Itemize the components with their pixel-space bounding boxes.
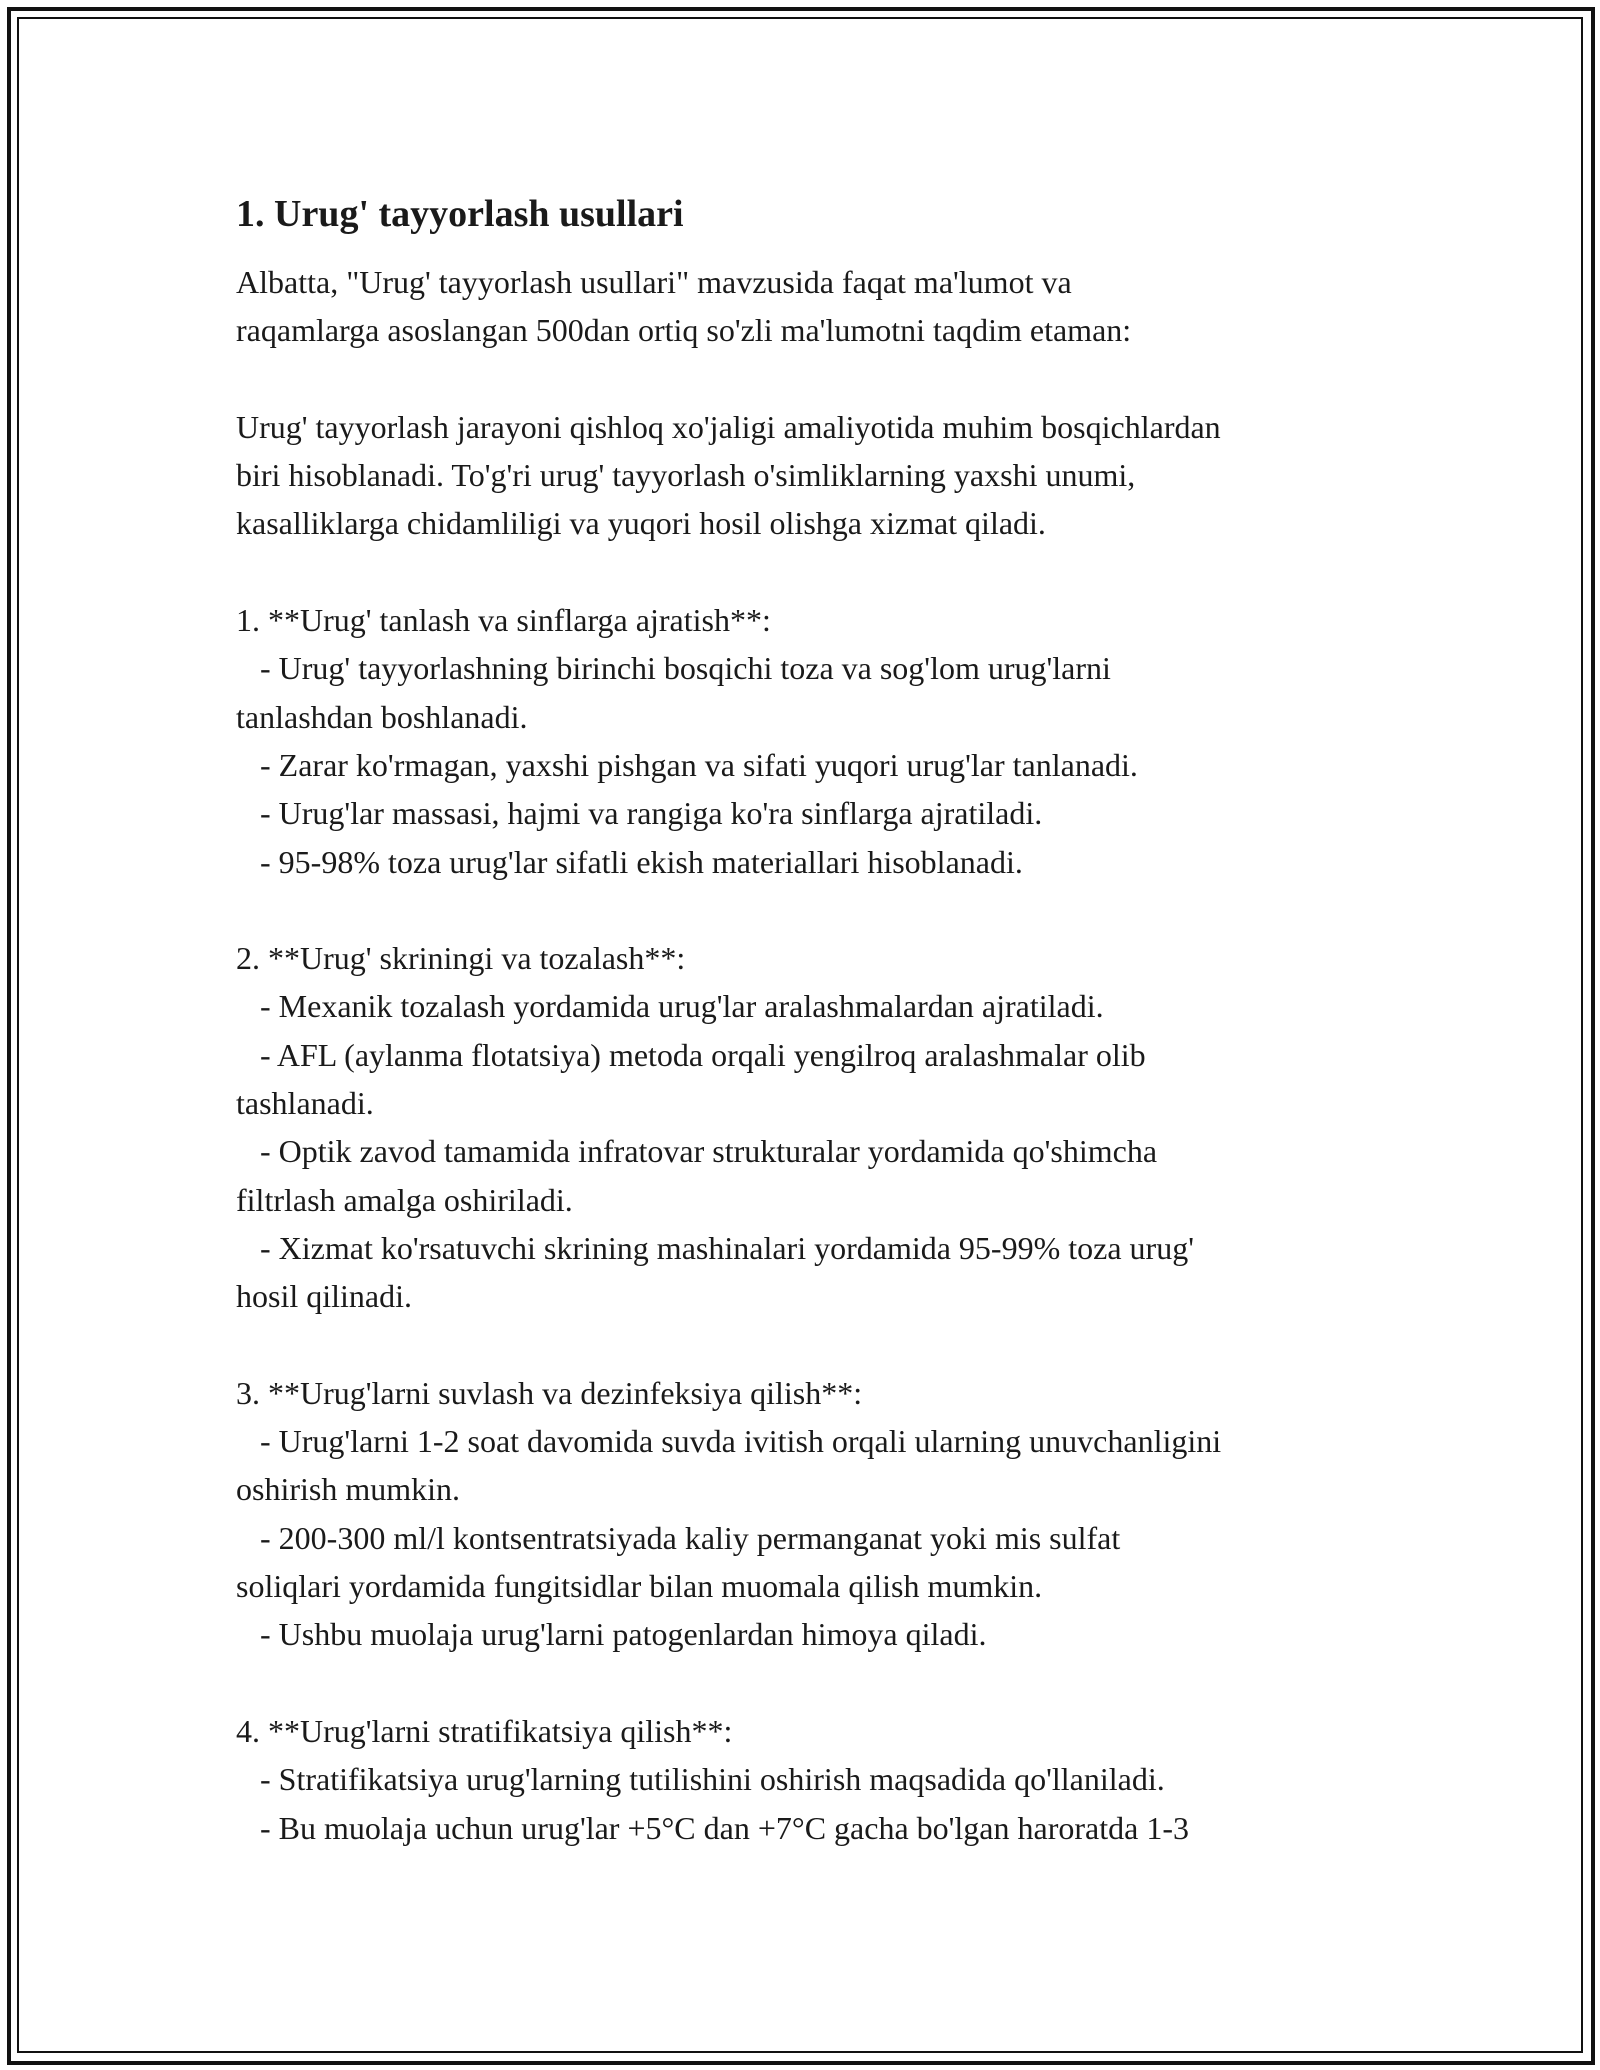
document-text [236,258,1386,1852]
text-line: 1. **Urug' tanlash va sinflarga ajratish**: [236,602,771,639]
text-line: oshirish mumkin. [236,1471,461,1508]
text-line: raqamlarga asoslangan 500dan ortiq so'zli ma'lumotni taqdim etaman: [236,312,1132,349]
text-line: hosil qilinadi. [236,1278,412,1315]
text-line: - Bu muolaja uchun urug'lar +5°C dan +7°C gacha bo'lgan haroratda 1-3 [236,1809,1189,1846]
blank-line [236,1659,1386,1707]
blank-line [236,548,1386,596]
text-line: kasalliklarga chidamliligi va yuqori hosil olishga xizmat qiladi. [236,505,1046,542]
text-line: tanlashdan boshlanadi. [236,698,528,735]
text-line: - Ushbu muolaja urug'larni patogenlardan himoya qiladi. [236,1616,987,1653]
text-line: 2. **Urug' skriningi va tozalash**: [236,940,686,977]
blank-line [236,355,1386,403]
text-line: - Xizmat ko'rsatuvchi skrining mashinalari yordamida 95-99% toza urug' [236,1229,1194,1266]
text-line: 4. **Urug'larni stratifikatsiya qilish**: [236,1712,733,1749]
text-line: tashlanadi. [236,1085,374,1122]
text-line: 3. **Urug'larni suvlash va dezinfeksiya qilish**: [236,1374,863,1411]
text-line: - Stratifikatsiya urug'larning tutilishini oshirish maqsadida qo'llaniladi. [236,1761,1165,1798]
document-body [236,184,1386,1852]
text-line: Albatta, "Urug' tayyorlash usullari" mavzusida faqat ma'lumot va [236,264,1072,300]
text-line: - Urug'larni 1-2 soat davomida suvda ivitish orqali ularning unuvchanligini [236,1423,1222,1460]
text-line: - Mexanik tozalash yordamida urug'lar aralashmalardan ajratiladi. [236,988,1104,1025]
text-line: biri hisoblanadi. To'g'ri urug' tayyorlash o'simliklarning yaxshi unumi, [236,457,1136,494]
text-line: - Zarar ko'rmagan, yaxshi pishgan va sifati yuqori urug'lar tanlanadi. [236,746,1138,783]
text-line: Urug' tayyorlash jarayoni qishloq xo'jaligi amaliyotida muhim bosqichlardan [236,408,1221,445]
document-title: 1. Urug' tayyorlash usullari [236,193,684,235]
blank-line [236,1321,1386,1369]
text-line: - 200-300 ml/l kontsentratsiyada kaliy permanganat yoki mis sulfat [236,1519,1121,1556]
text-line: - 95-98% toza urug'lar sifatli ekish materiallari hisoblanadi. [236,843,1023,880]
text-line: - Optik zavod tamamida infratovar strukturalar yordamida qo'shimcha [236,1133,1158,1170]
text-line: soliqlari yordamida fungitsidlar bilan muomala qilish mumkin. [236,1568,1043,1605]
text-line: - Urug' tayyorlashning birinchi bosqichi toza va sog'lom urug'larni [236,650,1111,687]
text-line: - Urug'lar massasi, hajmi va rangiga ko'ra sinflarga ajratiladi. [236,795,1043,832]
blank-line [236,886,1386,934]
text-line: filtrlash amalga oshiriladi. [236,1181,573,1218]
text-line: - AFL (aylanma flotatsiya) metoda orqali yengilroq aralashmalar olib [236,1036,1146,1073]
